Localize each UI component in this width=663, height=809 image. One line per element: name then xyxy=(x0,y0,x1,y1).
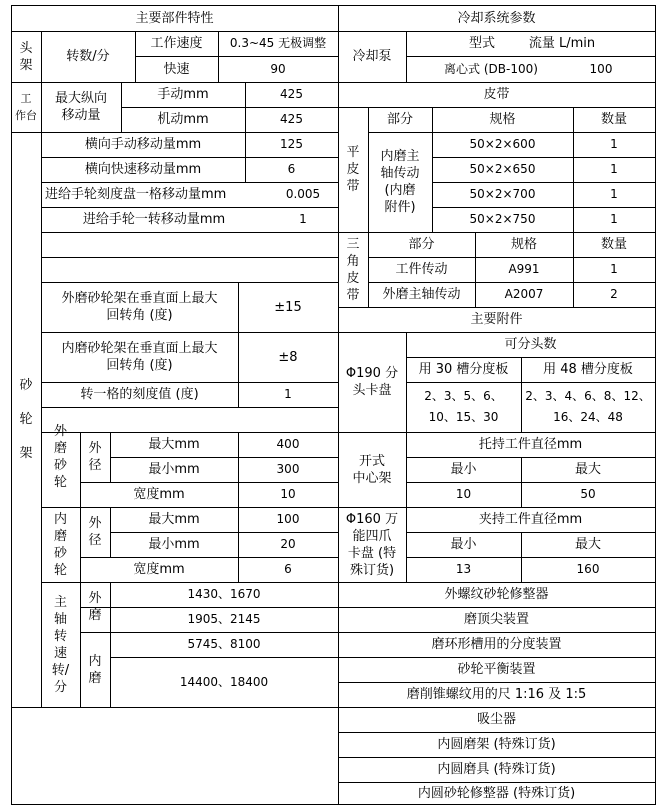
per-division-value: 1 xyxy=(284,387,292,401)
int-max-value: 100 xyxy=(276,512,300,526)
flat-belt-qty: 1 xyxy=(610,137,618,151)
flat-belt-label: 平 皮 带 xyxy=(346,145,360,194)
ext-max-value: 400 xyxy=(276,437,300,451)
steady-max-value: 50 xyxy=(580,487,596,501)
accessory-item: 磨环形槽用的分度装置 xyxy=(431,637,562,652)
flat-belt-part: 内磨主 轴传动 (内磨 附件) xyxy=(380,149,420,215)
v-belt-part: 工件传动 xyxy=(395,262,448,277)
flat-belt-spec: 50×2×650 xyxy=(469,162,536,176)
flat-col-spec: 规格 xyxy=(489,112,516,127)
int-diameter-label: 外 径 xyxy=(88,516,102,548)
int-width-value: 6 xyxy=(284,562,292,576)
work-speed-value: 0.3~45 无极调整 xyxy=(229,36,327,50)
clamp-title: 夹持工件直径mm xyxy=(478,512,583,527)
ext-wheel-label: 外 磨 砂 轮 xyxy=(53,424,67,490)
right-section-title: 冷却系统参数 xyxy=(457,10,536,26)
wheelhead-label: 砂 轮 架 xyxy=(19,378,33,461)
border-bottom xyxy=(11,804,656,805)
clamp-max-value: 160 xyxy=(576,562,600,576)
ext-min-value: 300 xyxy=(276,462,300,476)
row-line xyxy=(11,707,338,708)
accessory-item: 磨顶尖装置 xyxy=(463,612,529,627)
cross-fast-value: 6 xyxy=(287,162,296,176)
v-belt-qty: 2 xyxy=(610,287,618,301)
plate48-values: 2、3、4、6、8、12、 16、24、48 xyxy=(525,389,651,424)
steady-min-value: 10 xyxy=(455,487,472,501)
accessories-title: 主要附件 xyxy=(470,312,523,327)
max-travel-label: 最大纵向 移动量 xyxy=(54,91,107,123)
int-min-label: 最小mm xyxy=(148,537,200,552)
chuck190-label: Φ190 分 头卡盘 xyxy=(345,366,399,398)
int-speed-2: 14400、18400 xyxy=(179,674,269,689)
plate48-label: 用 48 槽分度板 xyxy=(543,362,633,377)
int-min-value: 20 xyxy=(280,537,296,551)
pump-flow-label: 流量 L/min xyxy=(528,36,596,51)
ext-min-label: 最小mm xyxy=(148,462,200,477)
row-line xyxy=(41,232,338,233)
steady-min-label: 最小 xyxy=(450,462,477,477)
feed-dial-label: 进给手轮刻度盘一格移动量mm xyxy=(45,187,227,202)
cross-manual-value: 125 xyxy=(280,137,303,151)
accessory-item: 磨削锥螺纹用的尺 1:16 及 1:5 xyxy=(406,687,587,702)
int-swing-label: 内磨砂轮架在垂直面上最大 回转角 (度) xyxy=(61,341,218,373)
accessory-item: 内圆磨具 (特殊订货) xyxy=(437,762,556,777)
clamp-max-label: 最大 xyxy=(574,537,601,552)
ext-grind-label: 外 磨 xyxy=(88,591,102,623)
ext-speed-1: 1430、1670 xyxy=(187,587,261,601)
flat-belt-spec: 50×2×600 xyxy=(469,137,536,151)
fast-speed-label: 快速 xyxy=(163,61,190,77)
accessory-item: 内圆砂轮修整器 (特殊订货) xyxy=(417,785,576,801)
chuck160-label: Φ160 万 能四爪 卡盘 (特 殊订货) xyxy=(345,511,399,578)
worktable-label: 工 作台 xyxy=(15,92,37,122)
manual-travel-label: 手动mm xyxy=(157,87,209,102)
fast-speed-value: 90 xyxy=(270,61,286,76)
int-width-label: 宽度mm xyxy=(133,562,185,577)
flat-belt-spec: 50×2×750 xyxy=(469,212,536,226)
int-wheel-label: 内 磨 砂 轮 xyxy=(53,511,67,578)
steady-max-label: 最大 xyxy=(574,462,601,477)
int-grind-label: 内 磨 xyxy=(88,653,102,686)
headstock-speed-label: 转数/分 xyxy=(66,49,110,64)
steady-title: 托持工件直径mm xyxy=(478,437,583,452)
v-belt-spec: A991 xyxy=(508,262,540,276)
headstock-label: 头 架 xyxy=(19,40,33,73)
feed-dial-value: 0.005 xyxy=(285,187,321,201)
accessory-item: 内圆磨架 (特殊订货) xyxy=(437,737,556,752)
v-belt-label: 三 角 皮 带 xyxy=(346,236,360,303)
ext-width-value: 10 xyxy=(280,487,296,501)
flat-belt-qty: 1 xyxy=(610,212,618,226)
plate30-label: 用 30 槽分度板 xyxy=(418,362,509,377)
flat-col-part: 部分 xyxy=(386,112,413,127)
v-belt-part: 外磨主轴传动 xyxy=(382,287,461,302)
ext-speed-2: 1905、2145 xyxy=(187,612,261,626)
flat-belt-qty: 1 xyxy=(610,162,618,176)
pump-flow-value: 100 xyxy=(589,61,613,76)
int-max-label: 最大mm xyxy=(148,512,200,527)
ext-swing-value: ±15 xyxy=(274,299,302,315)
divisions-label: 可分头数 xyxy=(504,337,557,352)
ext-swing-label: 外磨砂轮架在垂直面上最大 回转角 (度) xyxy=(61,291,218,323)
accessory-item: 吸尘器 xyxy=(476,712,516,727)
cross-fast-label: 横向快速移动量mm xyxy=(84,162,202,177)
border-right xyxy=(655,5,656,805)
left-section-title: 主要部件特性 xyxy=(135,10,214,26)
feed-turn-label: 进给手轮一转移动量mm xyxy=(82,212,226,227)
v-col-qty: 数量 xyxy=(600,237,627,252)
ext-diameter-label: 外 径 xyxy=(88,441,102,473)
work-speed-label: 工作速度 xyxy=(150,36,203,51)
pump-type-label: 型式 xyxy=(468,36,495,51)
cross-manual-label: 横向手动移动量mm xyxy=(84,137,202,152)
v-col-part: 部分 xyxy=(408,237,435,252)
cooling-pump-label: 冷却泵 xyxy=(352,49,392,64)
v-belt-qty: 1 xyxy=(610,262,618,276)
v-col-spec: 规格 xyxy=(510,237,537,252)
manual-travel-value: 425 xyxy=(280,87,303,101)
row-line xyxy=(41,257,338,258)
feed-turn-value: 1 xyxy=(299,212,307,226)
ext-max-label: 最大mm xyxy=(148,437,200,452)
motor-travel-value: 425 xyxy=(280,112,303,126)
clamp-min-label: 最小 xyxy=(450,537,477,552)
belt-title: 皮带 xyxy=(483,87,510,102)
accessory-item: 外螺纹砂轮修整器 xyxy=(444,587,549,602)
clamp-min-value: 13 xyxy=(455,562,472,576)
flat-belt-spec: 50×2×700 xyxy=(469,187,536,201)
v-belt-spec: A2007 xyxy=(504,287,544,301)
plate30-values: 2、3、5、6、 10、15、30 xyxy=(424,389,503,424)
pump-type-value: 离心式 (DB-100) xyxy=(444,61,538,76)
ext-width-label: 宽度mm xyxy=(133,487,185,502)
row-line xyxy=(41,407,338,408)
int-speed-1: 5745、8100 xyxy=(187,637,261,651)
accessory-item: 砂轮平衡装置 xyxy=(457,662,536,677)
flat-belt-qty: 1 xyxy=(610,187,618,201)
steady-rest-label: 开式 中心架 xyxy=(352,453,392,486)
per-division-label: 转一格的刻度值 (度) xyxy=(80,387,199,402)
spindle-speed-label: 主 轴 转 速 转/ 分 xyxy=(51,594,70,695)
flat-col-qty: 数量 xyxy=(600,112,627,127)
int-swing-value: ±8 xyxy=(278,349,298,365)
motor-travel-label: 机动mm xyxy=(157,112,209,127)
